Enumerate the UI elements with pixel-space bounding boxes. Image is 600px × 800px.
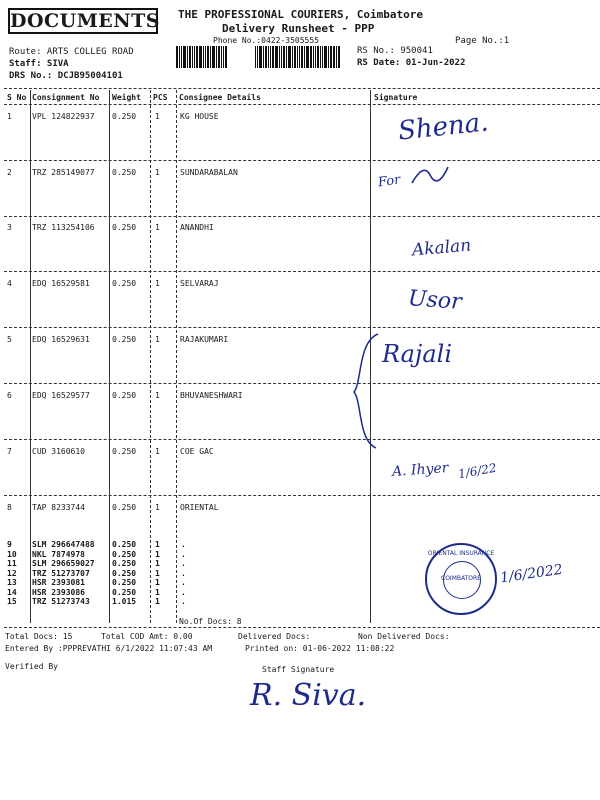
- table-cell-sno: 1: [7, 112, 12, 121]
- table-cell-consignee: SELVARAJ: [180, 279, 219, 288]
- signature-row-1: Shena.: [396, 107, 490, 147]
- no-of-docs: No.Of Docs: 8: [179, 617, 242, 626]
- group-cell-consignment: SLM 296659027: [32, 559, 95, 568]
- group-cell-sno: 12: [7, 568, 17, 578]
- table-cell-consignment: CUD 3160610: [32, 447, 85, 456]
- table-cell-consignment: TRZ 113254106: [32, 223, 95, 232]
- oriental-insurance-stamp: [425, 543, 497, 615]
- group-cell-mark: .: [181, 597, 186, 606]
- signature-row-5: Rajali: [382, 340, 453, 368]
- table-cell-pcs: 1: [155, 112, 160, 121]
- row-separator: [4, 216, 600, 217]
- table-cell-weight: 0.250: [112, 223, 137, 232]
- signature-row-4: Usor: [407, 286, 463, 315]
- table-cell-pcs: 1: [155, 335, 160, 344]
- table-top-rule: [4, 88, 600, 89]
- group-cell-pcs: 1: [155, 578, 160, 587]
- signature-row-7-date: 1/6/22: [457, 460, 498, 482]
- table-cell-pcs: 1: [155, 223, 160, 232]
- group-cell-mark: .: [181, 587, 186, 597]
- group-cell-weight: 1.015: [112, 597, 137, 606]
- table-cell-consignment: EDQ 16529581: [32, 279, 90, 288]
- col-divider: [176, 90, 177, 623]
- table-cell-consignment: VPL 124822937: [32, 112, 95, 121]
- non-delivered-docs: Non Delivered Docs:: [358, 632, 450, 641]
- verified-by: Verified By: [5, 662, 58, 671]
- group-cell-pcs: 1: [155, 559, 160, 568]
- table-header-rule: [4, 104, 600, 105]
- staff-name: Staff: SIVA: [9, 59, 69, 69]
- table-cell-sno: 8: [7, 503, 12, 512]
- row-separator: [4, 327, 600, 328]
- signature-row-7: A. Ihyer: [391, 460, 449, 480]
- col-divider: [109, 90, 110, 623]
- col-divider: [30, 90, 31, 623]
- group-cell-weight: 0.250: [112, 578, 137, 587]
- barcode-right: [255, 46, 341, 68]
- table-cell-weight: 0.250: [112, 447, 137, 456]
- signature-row-2: For: [377, 172, 402, 191]
- rs-date: RS Date: 01-Jun-2022: [357, 58, 466, 68]
- group-cell-sno: 9: [7, 540, 12, 549]
- group-cell-mark: .: [181, 540, 186, 549]
- page-number: Page No.:1: [455, 36, 510, 46]
- route: Route: ARTS COLLEG ROAD: [9, 47, 134, 57]
- col-consignment: Consignment No: [32, 93, 100, 102]
- col-weight: Weight: [112, 93, 141, 102]
- printed-on: Printed on: 01-06-2022 11:08:22: [245, 644, 395, 653]
- row-separator: [4, 439, 600, 440]
- row-separator: [4, 271, 600, 272]
- group-cell-pcs: 1: [155, 549, 160, 559]
- group-cell-mark: .: [181, 559, 186, 568]
- signature-row-2-scribble: [410, 163, 450, 189]
- signature-row-3: Akalan: [411, 235, 472, 261]
- table-cell-consignee: RAJAKUMARI: [180, 335, 229, 344]
- barcode-left: [176, 46, 228, 68]
- table-cell-consignment: EDQ 16529577: [32, 391, 90, 400]
- delivered-docs: Delivered Docs:: [238, 632, 311, 641]
- col-sno: S No: [7, 93, 27, 102]
- drs-number: DRS No.: DCJB95004101: [9, 71, 123, 81]
- table-cell-sno: 6: [7, 391, 12, 400]
- table-cell-weight: 0.250: [112, 391, 137, 400]
- group-cell-weight: 0.250: [112, 559, 137, 568]
- group-cell-mark: .: [181, 549, 186, 559]
- phone-number: Phone No.:0422-3505555: [213, 36, 319, 45]
- col-divider: [150, 90, 151, 623]
- row-separator: [4, 383, 600, 384]
- group-cell-sno: 14: [7, 587, 17, 597]
- staff-signature-label: Staff Signature: [262, 665, 335, 674]
- table-cell-consignee: BHUVANESHWARI: [180, 391, 243, 400]
- group-cell-pcs: 1: [155, 597, 160, 606]
- group-cell-weight: 0.250: [112, 549, 137, 559]
- staff-signature: R. Siva.: [250, 678, 367, 713]
- table-cell-consignee: ANANDHI: [180, 223, 214, 232]
- table-cell-weight: 0.250: [112, 168, 137, 177]
- group-cell-consignment: TRZ 51273743: [32, 597, 90, 606]
- runsheet-title: Delivery Runsheet - PPP: [222, 22, 375, 35]
- col-signature: Signature: [374, 93, 418, 102]
- group-cell-consignment: HSR 2393081: [32, 578, 85, 587]
- table-cell-consignee: SUNDARABALAN: [180, 168, 238, 177]
- table-cell-weight: 0.250: [112, 279, 137, 288]
- group-cell-pcs: 1: [155, 568, 160, 578]
- table-cell-sno: 5: [7, 335, 12, 344]
- group-cell-consignment: HSR 2393086: [32, 587, 85, 597]
- table-cell-pcs: 1: [155, 503, 160, 512]
- group-cell-weight: 0.250: [112, 540, 137, 549]
- stamp-text: ORIENTAL INSURANCE: [427, 550, 495, 557]
- entered-by: Entered By :PPPREVATHI 6/1/2022 11:07:43 AM: [5, 644, 213, 653]
- table-cell-pcs: 1: [155, 391, 160, 400]
- table-bottom-rule: [4, 627, 600, 628]
- row-separator: [4, 160, 600, 161]
- table-cell-sno: 2: [7, 168, 12, 177]
- group-cell-sno: 11: [7, 559, 17, 568]
- group-delivery-date: 1/6/2022: [499, 561, 564, 587]
- total-cod-amount: Total COD Amt: 0.00: [101, 632, 193, 641]
- table-cell-pcs: 1: [155, 168, 160, 177]
- table-cell-pcs: 1: [155, 279, 160, 288]
- group-cell-consignment: TRZ 51273707: [32, 568, 90, 578]
- rs-number: RS No.: 950041: [357, 46, 433, 56]
- documents-logo: DOCUMENTS: [10, 10, 160, 32]
- group-cell-consignment: NKL 7874978: [32, 549, 85, 559]
- group-cell-mark: .: [181, 568, 186, 578]
- table-cell-consignee: KG HOUSE: [180, 112, 219, 121]
- group-cell-sno: 10: [7, 549, 17, 559]
- row-separator: [4, 495, 600, 496]
- group-cell-pcs: 1: [155, 540, 160, 549]
- table-cell-consignment: EDQ 16529631: [32, 335, 90, 344]
- total-docs: Total Docs: 15: [5, 632, 73, 641]
- table-cell-weight: 0.250: [112, 335, 137, 344]
- table-cell-sno: 7: [7, 447, 12, 456]
- table-cell-consignee: ORIENTAL: [180, 503, 219, 512]
- group-cell-mark: .: [181, 578, 186, 587]
- group-cell-pcs: 1: [155, 587, 160, 597]
- group-cell-sno: 13: [7, 578, 17, 587]
- group-cell-consignment: SLM 296647488: [32, 540, 95, 549]
- group-cell-weight: 0.250: [112, 568, 137, 578]
- col-pcs: PCS: [153, 93, 168, 102]
- col-consignee: Consignee Details: [179, 93, 261, 102]
- group-cell-sno: 15: [7, 597, 17, 606]
- table-cell-pcs: 1: [155, 447, 160, 456]
- table-cell-sno: 4: [7, 279, 12, 288]
- table-cell-consignee: COE GAC: [180, 447, 214, 456]
- table-cell-consignment: TRZ 285149077: [32, 168, 95, 177]
- table-cell-weight: 0.250: [112, 112, 137, 121]
- table-cell-sno: 3: [7, 223, 12, 232]
- stamp-city: COIMBATORE: [441, 575, 481, 582]
- group-cell-weight: 0.250: [112, 587, 137, 597]
- company-name: THE PROFESSIONAL COURIERS, Coimbatore: [178, 8, 424, 21]
- table-cell-weight: 0.250: [112, 503, 137, 512]
- table-cell-consignment: TAP 8233744: [32, 503, 85, 512]
